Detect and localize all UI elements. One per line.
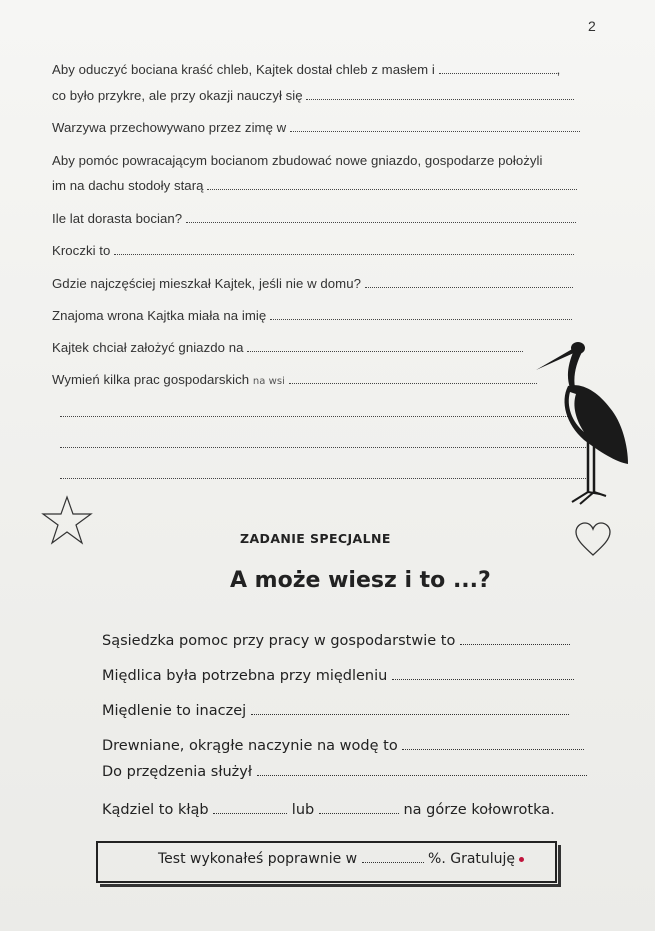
question-7-text: Gdzie najczęściej mieszkał Kajtek, jeśli nie w domu? [52,276,361,291]
answer-line[interactable] [365,277,573,288]
question-3 [52,120,580,135]
question-4 [52,153,542,168]
answer-line[interactable] [60,447,586,448]
special-question-6-part2: lub [291,802,315,818]
answer-line[interactable] [60,416,586,417]
answer-line[interactable] [114,244,574,255]
answer-line[interactable] [186,212,576,223]
result-text-part2: %. Gratuluję [428,851,516,867]
question-4b-text: im na dachu stodoły starą [52,178,204,193]
answer-line[interactable] [306,89,574,100]
question-2-text: co było przykre, ale przy okazji nauczył się [52,88,303,103]
question-2 [52,88,574,103]
answer-line[interactable] [207,179,577,190]
special-question-1 [102,632,570,649]
question-5 [52,211,576,226]
page-number: 2 [588,18,596,34]
question-6 [52,243,574,258]
question-9-text: Kajtek chciał założyć gniazdo na [52,340,244,355]
red-dot-icon [519,857,524,862]
question-10 [52,372,537,387]
answer-line[interactable] [289,373,537,384]
result-text-part1: Test wykonałeś poprawnie w [158,851,358,867]
special-question-2-text: Międlica była potrzebna przy międleniu [102,668,388,684]
answer-line[interactable] [257,763,587,776]
question-9 [52,340,523,355]
answer-line[interactable] [251,702,569,715]
question-5-text: Ile lat dorasta bocian? [52,211,183,226]
special-question-6-part3: na górze kołowrotka. [403,802,555,818]
question-3-text: Warzywa przechowywano przez zimę w [52,120,287,135]
result-answer-line[interactable] [362,852,424,863]
question-6-text: Kroczki to [52,243,111,258]
question-1 [52,62,560,77]
special-question-4 [102,737,584,754]
special-question-2 [102,667,574,684]
question-4-text: Aby pomóc powracającym bocianom zbudować nowe gniazdo, gospodarze położyli [52,153,543,168]
heart-icon [574,521,612,559]
special-question-3-text: Międlenie to inaczej [102,703,247,719]
question-8 [52,308,572,323]
answer-line[interactable] [290,121,580,132]
question-1-suffix: , [556,62,561,77]
answer-line[interactable] [60,478,586,479]
special-question-6 [102,801,555,818]
special-question-5 [102,763,587,780]
question-7 [52,276,573,291]
answer-line[interactable] [319,801,399,814]
handwritten-note: na wsi [252,376,285,387]
special-question-3 [102,702,569,719]
special-task-label: ZADANIE SPECJALNE [240,531,391,546]
stork-icon [530,336,634,508]
question-8-text: Znajoma wrona Kajtka miała na imię [52,308,267,323]
special-question-1-text: Sąsiedzka pomoc przy pracy w gospodarstwie to [102,633,456,649]
answer-line[interactable] [402,737,584,750]
result-text [158,851,524,867]
question-1-text: Aby oduczyć bociana kraść chleb, Kajtek dostał chleb z masłem i [52,62,435,77]
special-question-6-part1: Kądziel to kłąb [102,802,209,818]
answer-line[interactable] [460,632,570,645]
special-question-5-text: Do przędzenia służył [102,764,252,780]
special-task-title: A może wiesz i to ...? [230,568,491,593]
special-question-4-text: Drewniane, okrągłe naczynie na wodę to [102,738,398,754]
answer-line[interactable] [439,63,557,74]
question-4b [52,178,577,193]
answer-line[interactable] [213,801,287,814]
answer-line[interactable] [270,309,572,320]
star-icon [40,494,94,548]
question-10-text: Wymień kilka prac gospodarskich [52,372,250,387]
answer-line[interactable] [392,667,574,680]
answer-line[interactable] [247,341,523,352]
